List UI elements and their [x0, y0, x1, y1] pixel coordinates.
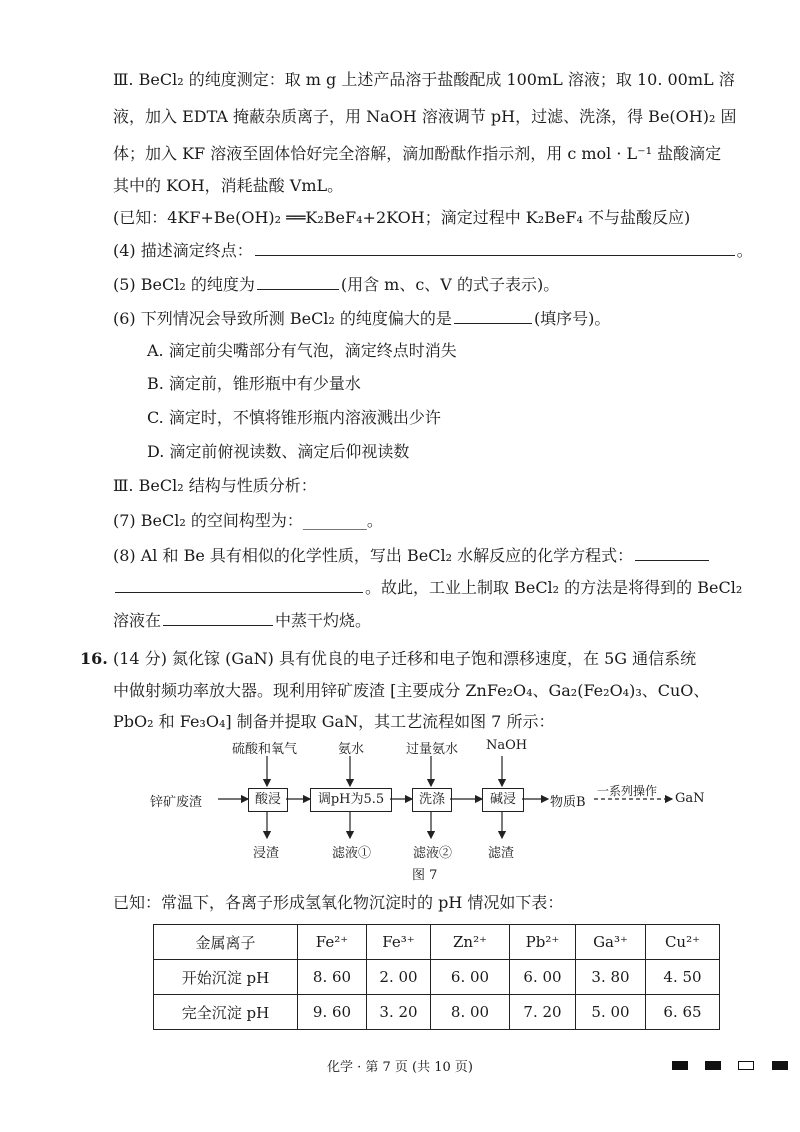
question-4-end: 。	[736, 241, 753, 260]
section3-line2: 液，加入 EDTA 掩蔽杂质离子，用 NaOH 溶液调节 pH，过滤、洗涤，得 Be(OH)₂ 固	[113, 107, 737, 126]
option-d: D. 滴定前俯视读数、滴定后仰视读数	[147, 442, 410, 461]
table-cell: 完全沉淀 pH	[154, 995, 298, 1030]
table-header-cell: Fe²⁺	[298, 925, 367, 960]
question-16-line2: 中做射频功率放大器。现利用锌矿废渣 [主要成分 ZnFe₂O₄、Ga₂(Fe₂O₄)₃、CuO、	[113, 681, 710, 700]
table-cell: 6. 00	[510, 960, 576, 995]
table-cell: 3. 80	[576, 960, 646, 995]
answer-blank-q8b[interactable]	[115, 578, 363, 593]
section3b-title: Ⅲ. BeCl₂ 结构与性质分析：	[113, 476, 317, 495]
question-5-tail: (用含 m、c、V 的式子表示)。	[340, 275, 560, 294]
table-cell: 7. 20	[510, 995, 576, 1030]
output-leach-residue: 浸渣	[253, 846, 280, 861]
question-4	[113, 241, 753, 261]
question-4-text: (4) 描述滴定终点：	[113, 241, 253, 260]
question-6-tail: (填序号)。	[533, 309, 611, 328]
flow-step-acid-leach: 酸浸	[248, 788, 288, 812]
footer-mark-square	[705, 1061, 721, 1070]
question-16-line3: PbO₂ 和 Fe₃O₄] 制备并提取 GaN，其工艺流程如图 7 所示：	[113, 712, 555, 731]
question-8-text: (8) Al 和 Be 具有相似的化学性质，写出 BeCl₂ 水解反应的化学方程式：	[113, 546, 634, 565]
table-header-cell: Pb²⁺	[510, 925, 576, 960]
question-6-text: (6) 下列情况会导致所测 BeCl₂ 的纯度偏大的是	[113, 309, 452, 328]
question-5-text: (5) BeCl₂ 的纯度为	[113, 275, 255, 294]
flow-operation-label: 一系列操作	[597, 784, 658, 798]
reagent-naoh: NaOH	[486, 738, 528, 753]
table-header-row	[154, 925, 720, 960]
table-cell: 5. 00	[576, 995, 646, 1030]
flow-step-alkali-leach: 碱浸	[482, 788, 524, 812]
table-cell: 6. 00	[431, 960, 510, 995]
section3-line3: 体；加入 KF 溶液至固体恰好完全溶解，滴加酚酞作指示剂，用 c mol · L⁻¹ 盐酸滴定	[113, 144, 722, 163]
table-cell: 8. 60	[298, 960, 367, 995]
flow-step-adjust-ph: 调pH为5.5	[310, 788, 392, 812]
footer-mark-square	[772, 1061, 788, 1070]
flow-product-b: 物质B	[550, 795, 586, 810]
question-8-text3b: 中蒸干灼烧。	[275, 611, 372, 630]
answer-blank-q8a[interactable]	[635, 546, 709, 561]
table-cell: 开始沉淀 pH	[154, 960, 298, 995]
known-equation: (已知：4KF+Be(OH)₂ ══K₂BeF₄+2KOH；滴定过程中 K₂BeF₄ 不与盐酸反应)	[113, 208, 691, 227]
reagent-acid-oxygen: 硫酸和氧气	[232, 742, 298, 757]
reagent-ammonia: 氨水	[338, 742, 365, 757]
question-8-line3	[113, 611, 371, 631]
output-filtrate-1: 滤液①	[332, 846, 372, 861]
question-16-number: 16.	[80, 649, 108, 668]
page-footer: 化学 · 第 7 页 (共 10 页)	[326, 1060, 473, 1075]
table-cell: 9. 60	[298, 995, 367, 1030]
answer-blank-q5[interactable]	[257, 275, 339, 290]
table-cell: 6. 65	[646, 995, 720, 1030]
output-filter-residue: 滤渣	[488, 846, 515, 861]
flow-input: 锌矿废渣	[150, 795, 203, 810]
question-16-line1: (14 分) 氮化镓 (GaN) 具有优良的电子迁移和电子饱和漂移速度，在 5G 通信系统	[113, 649, 697, 668]
section3-line1: Ⅲ. BeCl₂ 的纯度测定：取 m g 上述产品溶于盐酸配成 100mL 溶液；取 10. 00mL 溶	[113, 70, 735, 89]
ph-table	[153, 924, 720, 1030]
figure-caption: 图 7	[412, 868, 438, 883]
question-7: (7) BeCl₂ 的空间构型为：________。	[113, 511, 383, 530]
footer-mark-square	[672, 1061, 688, 1070]
table-header-cell: Fe³⁺	[367, 925, 431, 960]
question-5	[113, 275, 559, 295]
table-header-cell: Ga³⁺	[576, 925, 646, 960]
section3-line4: 其中的 KOH，消耗盐酸 VmL。	[113, 176, 344, 195]
known-table-intro: 已知：常温下，各离子形成氢氧化物沉淀时的 pH 情况如下表：	[113, 893, 564, 912]
option-a: A. 滴定前尖嘴部分有气泡，滴定终点时消失	[147, 341, 457, 360]
table-header-cell: Cu²⁺	[646, 925, 720, 960]
question-6	[113, 309, 610, 329]
question-8-line1	[113, 546, 711, 566]
answer-blank-q6[interactable]	[454, 309, 532, 324]
option-b: B. 滴定前，锥形瓶中有少量水	[147, 374, 361, 393]
answer-blank-q8c[interactable]	[163, 611, 273, 626]
question-8-text3a: 溶液在	[113, 611, 162, 630]
question-8-text2: 。故此，工业上制取 BeCl₂ 的方法是将得到的 BeCl₂	[365, 578, 743, 597]
table-cell: 2. 00	[367, 960, 431, 995]
answer-blank-q4[interactable]	[255, 241, 735, 256]
table-cell: 3. 20	[367, 995, 431, 1030]
option-c: C. 滴定时，不慎将锥形瓶内溶液溅出少许	[147, 408, 441, 427]
footer-mark-square-hollow	[738, 1061, 754, 1070]
process-flow-diagram	[150, 736, 710, 886]
table-row	[154, 960, 720, 995]
table-cell: 8. 00	[431, 995, 510, 1030]
flow-final-gan: GaN	[675, 791, 705, 806]
table-row	[154, 995, 720, 1030]
table-cell: 4. 50	[646, 960, 720, 995]
table-header-cell: 金属离子	[154, 925, 298, 960]
output-filtrate-2: 滤液②	[413, 846, 453, 861]
flow-step-wash: 洗涤	[412, 788, 452, 812]
question-8-line2	[113, 578, 742, 598]
reagent-excess-ammonia: 过量氨水	[406, 742, 459, 757]
table-header-cell: Zn²⁺	[431, 925, 510, 960]
